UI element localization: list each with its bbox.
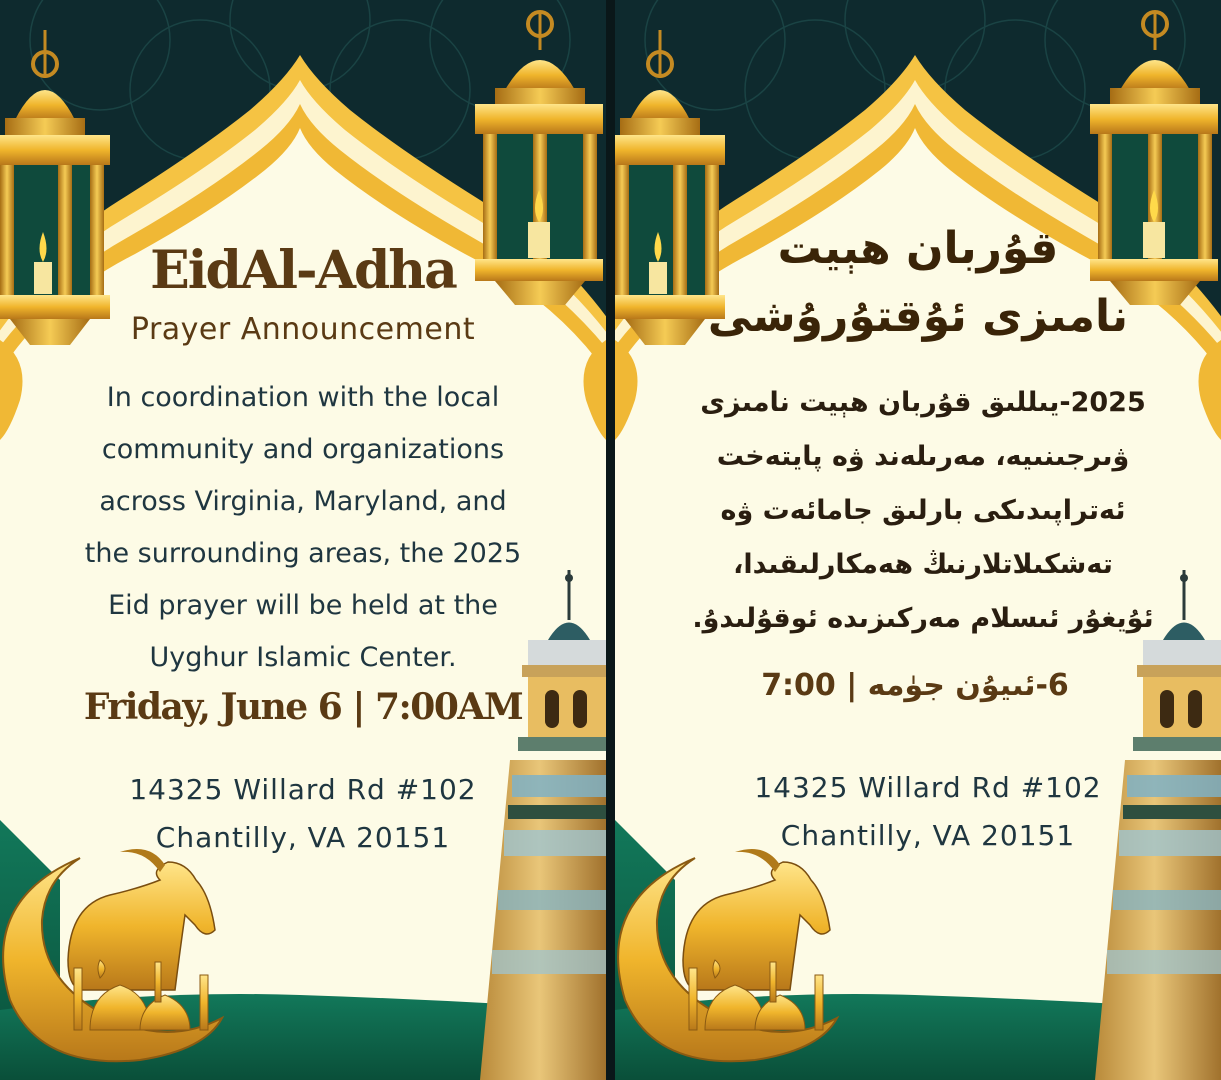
- body-line: ۋىرجىنىيە، مەرىلەند ۋە پايتەخت: [716, 441, 1130, 472]
- body-line: Uyghur Islamic Center.: [149, 642, 457, 673]
- body-line: تەشكىلاتلارنىڭ ھەمكارلىقىدا،: [733, 549, 1113, 580]
- english-flyer-panel: [0, 0, 606, 1080]
- event-subtitle: Prayer Announcement: [130, 312, 476, 347]
- body-line: ئەتراپىدىكى بارلىق جامائەت ۋە: [720, 495, 1126, 526]
- event-address: [0, 766, 606, 862]
- body-line: ئۇيغۇر ئىسلام مەركىزىدە ئوقۇلىدۇ.: [692, 603, 1154, 634]
- event-title-uyghur: [655, 215, 1181, 351]
- title-line-2: نامىزى ئۇقتۇرۇشى: [707, 291, 1129, 342]
- body-line: community and organizations: [101, 434, 505, 465]
- address-line-2: Chantilly, VA 20151: [780, 819, 1076, 852]
- title-line-1: قۇربان ھېيت: [777, 223, 1059, 274]
- body-line: the surrounding areas, the 2025: [84, 538, 522, 569]
- address-line-2: Chantilly, VA 20151: [155, 821, 451, 854]
- event-address-uyghur: [625, 764, 1221, 860]
- announcement-body: [50, 372, 556, 684]
- address-line-1: 14325 Willard Rd #102: [129, 773, 477, 806]
- body-line: In coordination with the local: [106, 382, 500, 413]
- event-date-time-uyghur: 6-ئىيۇن جۈمە | 7:00: [761, 668, 1069, 703]
- panel-divider: [606, 0, 615, 1080]
- body-line: Eid prayer will be held at the: [108, 590, 498, 621]
- event-title: EidAl-Adha: [150, 240, 456, 301]
- body-line: across Virginia, Maryland, and: [99, 486, 507, 517]
- announcement-body-uyghur: [655, 376, 1191, 646]
- body-line: 2025-يىللىق قۇربان ھېيت نامىزى: [700, 387, 1146, 418]
- event-date-time: Friday, June 6 | 7:00AM: [83, 686, 523, 728]
- address-line-1: 14325 Willard Rd #102: [754, 771, 1102, 804]
- uyghur-flyer-panel: [615, 0, 1221, 1080]
